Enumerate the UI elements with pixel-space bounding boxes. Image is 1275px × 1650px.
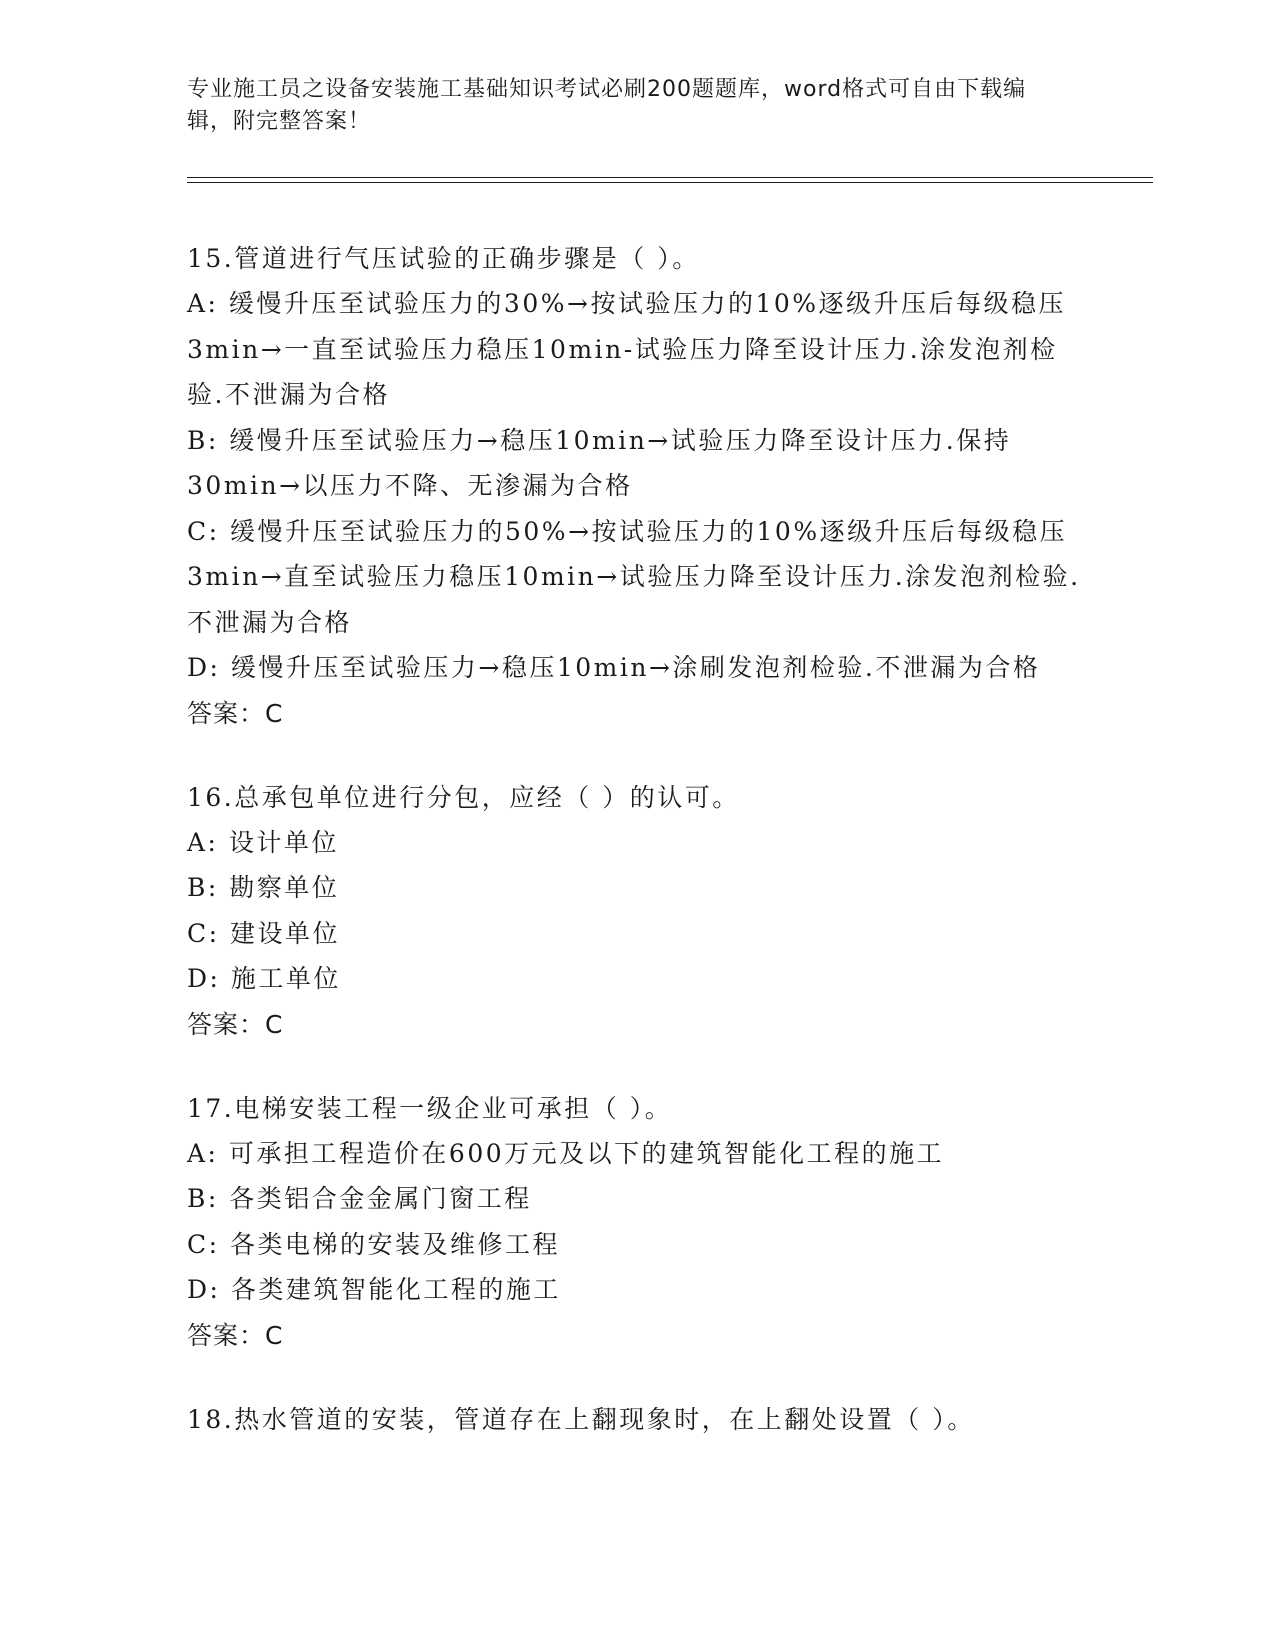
document-header: 专业施工员之设备安装施工基础知识考试必刷200题题库，word格式可自由下载编辑，附完整答案！ bbox=[187, 77, 1027, 134]
answer: 答案：C bbox=[187, 1320, 284, 1350]
header-divider-top bbox=[187, 177, 1153, 178]
question-stem: 15.管道进行气压试验的正确步骤是（ ）。 bbox=[187, 244, 700, 273]
option-a: A: 设计单位 bbox=[187, 827, 339, 857]
option-b: B: 各类铝合金金属门窗工程 bbox=[187, 1184, 532, 1213]
option-b: B: 缓慢升压至试验压力→稳压10min→试验压力降至设计压力.保持30min→以压力不降、无渗漏为合格 bbox=[187, 425, 1012, 500]
option-d: D: 缓慢升压至试验压力→稳压10min→涂刷发泡剂检验.不泄漏为合格 bbox=[187, 653, 1041, 682]
question-17 bbox=[187, 1086, 1087, 1359]
option-d: D: 各类建筑智能化工程的施工 bbox=[187, 1275, 561, 1304]
option-c: C: 建设单位 bbox=[187, 918, 340, 948]
header-divider-bottom bbox=[187, 182, 1153, 183]
question-18 bbox=[187, 1397, 1087, 1442]
option-d: D: 施工单位 bbox=[187, 964, 341, 993]
question-16 bbox=[187, 775, 1087, 1048]
answer: 答案：C bbox=[187, 1009, 284, 1039]
question-15 bbox=[187, 236, 1087, 737]
option-c: C: 缓慢升压至试验压力的50%→按试验压力的10%逐级升压后每级稳压3min→直至试验压力稳压10min→试验压力降至设计压力.涂发泡剂检验.不泄漏为合格 bbox=[187, 516, 1081, 637]
option-c: C: 各类电梯的安装及维修工程 bbox=[187, 1229, 560, 1259]
question-list bbox=[187, 236, 1087, 1480]
question-stem: 16.总承包单位进行分包，应经（ ）的认可。 bbox=[187, 782, 740, 812]
option-a: A: 缓慢升压至试验压力的30%→按试验压力的10%逐级升压后每级稳压3min→一直至试验压力稳压10min-试验压力降至设计压力.涂发泡剂检验.不泄漏为合格 bbox=[187, 289, 1067, 409]
answer: 答案：C bbox=[187, 698, 284, 728]
question-stem: 17.电梯安装工程一级企业可承担（ ）。 bbox=[187, 1093, 673, 1123]
question-stem: 18.热水管道的安装，管道存在上翻现象时，在上翻处设置（ ）。 bbox=[187, 1404, 975, 1434]
option-a: A: 可承担工程造价在600万元及以下的建筑智能化工程的施工 bbox=[187, 1138, 945, 1168]
option-b: B: 勘察单位 bbox=[187, 873, 340, 902]
